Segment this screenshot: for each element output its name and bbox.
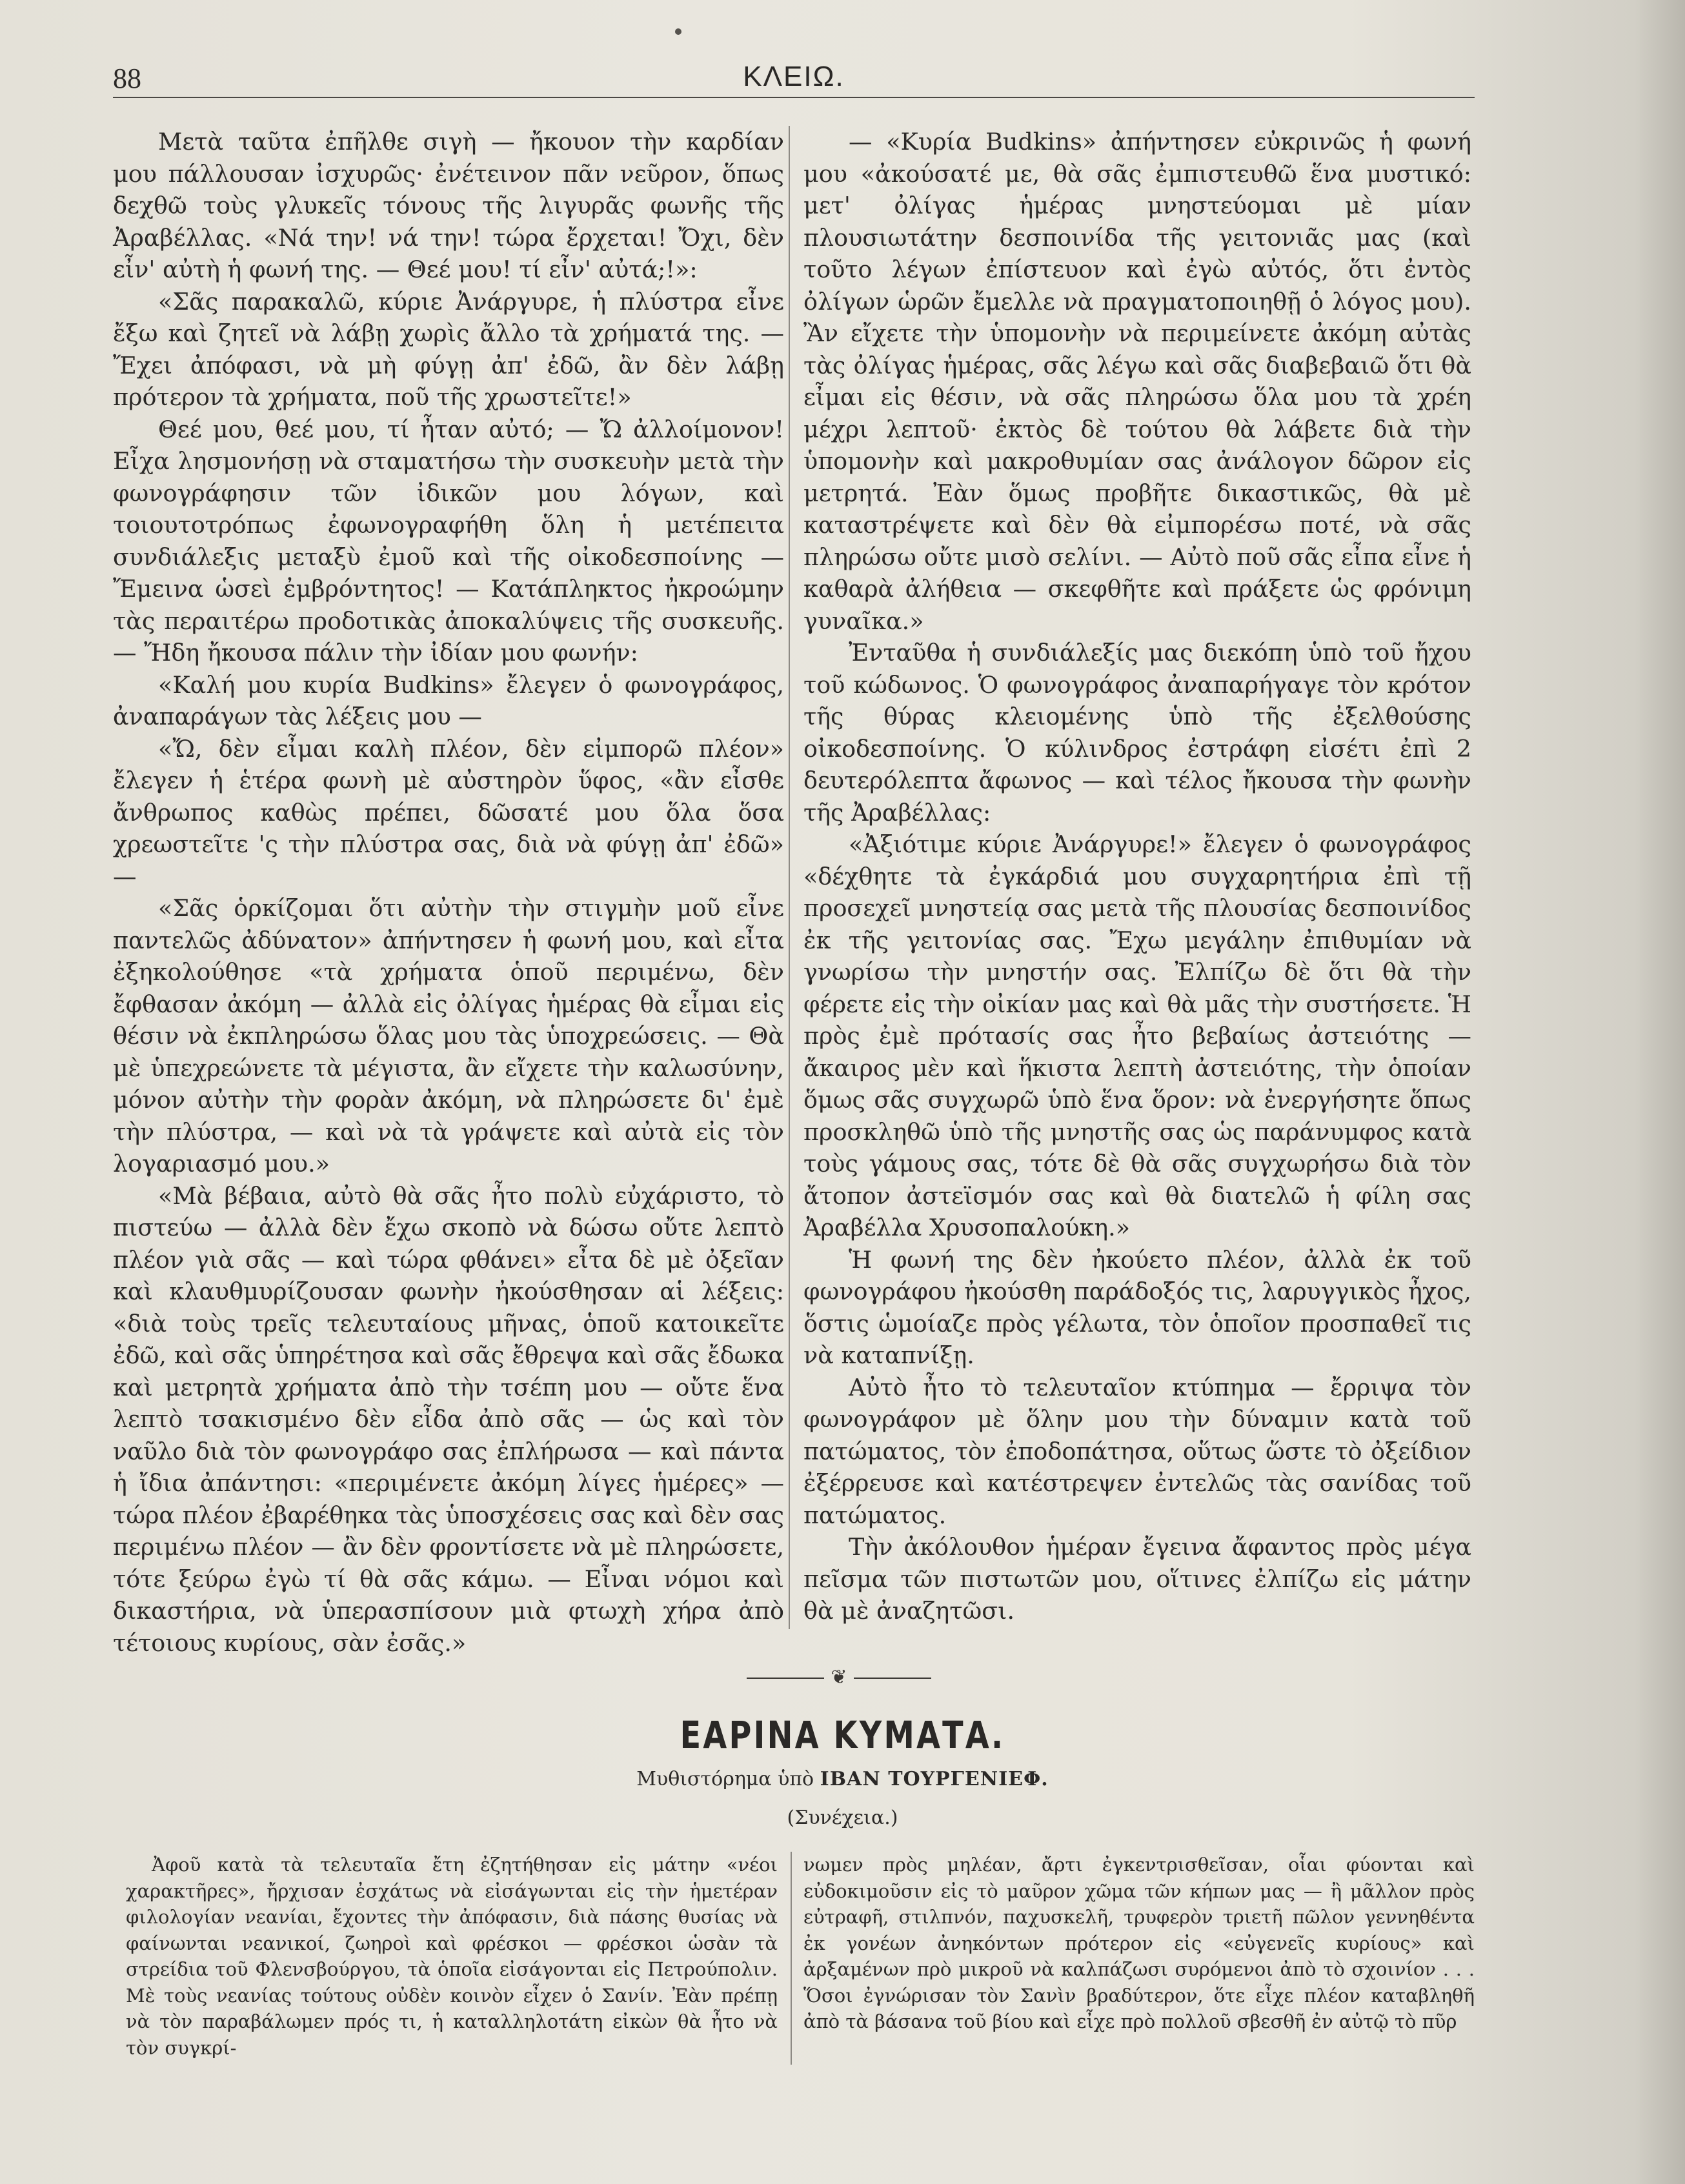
paragraph: «Μὰ βέβαια, αὐτὸ θὰ σᾶς ἦτο πολὺ εὐχάριστο, τὸ πιστεύω — ἀλλὰ δὲν ἔχω σκοπὸ νὰ δώσω οὔτε λεπτὸ πλέον γιὰ σᾶς — καὶ τώρα φθάνει» εἶτα δὲ μὲ ὀξεῖαν καὶ κλαυθμυρίζουσαν φωνὴν ἠκούσθησαν αἱ λέξεις: «διὰ τοὺς τρεῖς τελευταίους μῆνας, ὁποῦ κατοικεῖτε ἐδῶ, καὶ σᾶς ὑπηρέτησα καὶ σᾶς ἔθρεψα καὶ σᾶς ἔδωκα καὶ μετρητὰ χρήματα ἀπὸ τὴν τσέπη μου — οὔτε ἕνα λεπτὸ τσακισμένο δὲν εἶδα ἀπὸ σᾶς — ὡς καὶ τὸν ναῦλο διὰ τὸν φωνογράφο σας ἐπλήρωσα — καὶ πάντα ἡ ἴδια ἀπάντησι: «περιμένετε ἀκόμη λίγες ἡμέρες» — τώρα πλέον ἐβαρέθηκα τὰς ὑποσχέσεις σας καὶ δὲν σας περιμένω πλέον — ἂν δὲν φροντίσετε νὰ μὲ πληρώσετε, τότε ξεύρω ἐγὼ τί θὰ σᾶς κάμω. — Εἶναι νόμοι καὶ δικαστήρια, νὰ ὑπερασπίσουν μιὰ φτωχὴ χήρα ἀπὸ τέτοιους κυρίους, σὰν ἐσᾶς.» xyxy=(113,1181,784,1657)
continued-note: (Συνέχεια.) xyxy=(787,1807,898,1829)
paragraph: «Καλή μου κυρία Budkins» ἔλεγεν ὁ φωνογράφος, ἀναπαράγων τὰς λέξεις μου — xyxy=(113,670,784,730)
paragraph: «Σᾶς παρακαλῶ, κύριε Ἀνάργυρε, ἡ πλύστρα εἶνε ἔξω καὶ ζητεῖ νὰ λάβῃ χωρὶς ἄλλο τὰ χρήματά της. — Ἔχει ἀπόφασι, νὰ μὴ φύγῃ ἀπ' ἐδῶ, ἂν δὲν λάβῃ πρότερον τὰ χρήματα, ποῦ τῆς χρωστεῖτε!» xyxy=(113,287,784,411)
page-edge-shadow xyxy=(1640,0,1685,2184)
header-rule xyxy=(113,97,1475,98)
paragraph: Μετὰ ταῦτα ἐπῆλθε σιγὴ — ἤκουον τὴν καρδίαν μου πάλλουσαν ἰσχυρῶς· ἐνέτεινον πᾶν νεῦρον, ὅπως δεχθῶ τοὺς γλυκεῖς τόνους τῆς λιγυρᾶς φωνῆς τῆς Ἀραβέλλας. «Νά την! νά την! τώρα ἔρχεται! Ὄχι, δὲν εἶν' αὐτὴ ἡ φωνή της. — Θεέ μου! τί εἶν' αὐτά;!»: xyxy=(113,128,784,283)
page-number: 88 xyxy=(113,63,141,94)
column-divider xyxy=(789,126,790,1629)
journal-title: ΚΛΕΙΩ. xyxy=(743,61,845,92)
ornament-flourish-icon: ❦ xyxy=(831,1666,847,1688)
bottom-right-column xyxy=(803,1852,1475,2035)
paragraph: Ἡ φωνή της δὲν ἠκούετο πλέον, ἀλλὰ ἐκ τοῦ φωνογράφου ἠκούσθη παράδοξός τις, λαρυγγικὸς ἦχος, ὅστις ὡμοίαζε πρὸς γέλωτα, τὸν ὁποῖον προσπαθεῖ τις νὰ καταπνίξῃ. xyxy=(803,1245,1471,1369)
paragraph: — «Κυρία Budkins» ἀπήντησεν εὐκρινῶς ἡ φωνή μου «ἀκούσατέ με, θὰ σᾶς ἐμπιστευθῶ ἕνα μυστικό: μετ' ὀλίγας ἡμέρας μνηστεύομαι μὲ μίαν πλουσιωτάτην δεσποινίδα τῆς γειτονιᾶς μας (καὶ τοῦτο λέγων ἐπίστευον καὶ ἐγὼ αὐτός, ὅτι ἐντὸς ὀλίγων ὡρῶν ἔμελλε νὰ πραγματοποιηθῇ ὁ λόγος μου). Ἂν εἴχετε τὴν ὑπομονὴν νὰ περιμείνετε ἀκόμη αὐτὰς τὰς ὀλίγας ἡμέρας, σᾶς λέγω καὶ σᾶς διαβεβαιῶ ὅτι θὰ εἶμαι εἰς θέσιν, νὰ σᾶς πληρώσω ὅλα μου τὰ χρέη μέχρι λεπτοῦ· ἐκτὸς δὲ τούτου θὰ λάβετε διὰ τὴν ὑπομονὴν καὶ μακροθυμίαν σας ἀνάλογον δῶρον εἰς μετρητά. Ἐὰν ὅμως προβῆτε δικαστικῶς, θὰ μὲ καταστρέψετε καὶ δὲν θὰ εἰμπορέσω ποτέ, νὰ σᾶς πληρώσω οὔτε μισὸ σελίνι. — Αὐτὸ ποῦ σᾶς εἶπα εἶνε ἡ καθαρὰ ἀλήθεια — σκεφθῆτε καὶ πράξετε ὡς φρόνιμη γυναῖκα.» xyxy=(803,128,1471,635)
paragraph: «Σᾶς ὁρκίζομαι ὅτι αὐτὴν τὴν στιγμὴν μοῦ εἶνε παντελῶς ἀδύνατον» ἀπήντησεν ἡ φωνή μου, καὶ εἶτα ἐξηκολούθησε «τὰ χρήματα ὁποῦ περιμένω, δὲν ἔφθασαν ἀκόμη — ἀλλὰ εἰς ὀλίγας ἡμέρας θὰ εἶμαι εἰς θέσιν νὰ ἐκπληρώσω ὅλας μου τὰς ὑποχρεώσεις. — Θὰ μὲ ὑπεχρεώνετε τὰ μέγιστα, ἂν εἴχετε τὴν καλωσύνην, μόνον αὐτὴν τὴν φορὰν ἀκόμη, νὰ πληρώσετε δι' ἐμὲ τὴν πλύστρα, — καὶ νὰ τὰ γράψετε καὶ αὐτὰ εἰς τὸν λογαριασμό μου.» xyxy=(113,894,784,1177)
left-column xyxy=(113,126,784,1659)
column-divider xyxy=(791,1852,792,2065)
section-ornament xyxy=(678,1668,1000,1687)
paragraph: Θεέ μου, θεέ μου, τί ἦταν αὐτό; — Ὤ ἀλλοίμονον! Εἶχα λησμονήσῃ νὰ σταματήσω τὴν συσκευὴν μετὰ τὴν φωνογράφησιν τῶν ἰδικῶν μου λόγων, καὶ τοιουτοτρόπως ἐφωνογραφήθη ὅλη ἡ μετέπειτα συνδιάλεξις μεταξὺ ἐμοῦ καὶ τῆς οἰκοδεσποίνης — Ἔμεινα ὡσεὶ ἐμβρόντητος! — Κατάπληκτος ἠκροώμην τὰς περαιτέρω προδοτικὰς ἀποκαλύψεις τῆς συσκευῆς. — Ἤδη ἤκουσα πάλιν τὴν ἰδίαν μου φωνήν: xyxy=(113,415,784,666)
ornament-line xyxy=(747,1678,824,1679)
ornament-line xyxy=(854,1678,931,1679)
subtitle-prefix: Μυθιστόρημα ὑπὸ xyxy=(636,1768,814,1790)
right-column xyxy=(803,126,1471,1627)
paragraph: Ἀφοῦ κατὰ τὰ τελευταῖα ἔτη ἐζητήθησαν εἰς μάτην «νέοι χαρακτῆρες», ἤρχισαν ἐσχάτως νὰ εἰσάγωνται εἰς τὴν ἡμετέραν φιλολογίαν νεανίαι, ἔχοντες τὴν ἀπόφασιν, διὰ πάσης θυσίας νὰ φαίνωνται νεανικοί, ζωηροὶ καὶ φρέσκοι — φρέσκοι ὡσὰν τὰ στρείδια τοῦ Φλενσβούργου, τὰ ὁποῖα εἰσάγονται εἰς Πετρούπολιν. Μὲ τοὺς νεανίας τούτους οὐδὲν κοινὸν εἶχεν ὁ Σανίν. Ἐὰν πρέπῃ νὰ τὸν παραβάλωμεν πρός τι, ἡ καταλληλοτάτη εἰκὼν θὰ ἦτο νὰ τὸν συγκρί- xyxy=(126,1854,778,2059)
bottom-left-column xyxy=(126,1852,778,2061)
section-title: ΕΑΡΙΝΑ ΚΥΜΑΤΑ. xyxy=(680,1713,1005,1757)
paragraph: «Ὤ, δὲν εἶμαι καλὴ πλέον, δὲν εἰμπορῶ πλέον» ἔλεγεν ἡ ἑτέρα φωνὴ μὲ αὐστηρὸν ὕφος, «ἂν εἶσθε ἄνθρωπος καθὼς πρέπει, δῶσατέ μου ὅλα ὅσα χρεωστεῖτε 'ς τὴν πλύστρα σας, διὰ νὰ φύγῃ ἀπ' ἐδῶ» — xyxy=(113,734,784,890)
paragraph: Αὐτὸ ἦτο τὸ τελευταῖον κτύπημα — ἔρριψα τὸν φωνογράφον μὲ ὅλην μου τὴν δύναμιν κατὰ τοῦ πατώματος, τὸν ἐποδοπάτησα, οὕτως ὥστε τὸ ὀξείδιον ἐξέρρευσε καὶ κατέστρεψεν ἐντελῶς τὰς σανίδας τοῦ πατώματος. xyxy=(803,1373,1471,1529)
section-subtitle xyxy=(0,1768,1685,1790)
paragraph: «Ἀξιότιμε κύριε Ἀνάργυρε!» ἔλεγεν ὁ φωνογράφος «δέχθητε τὰ ἐγκάρδιά μου συγχαρητήρια ἐπὶ τῇ προσεχεῖ μνηστείᾳ σας μετὰ τῆς πλουσίας δεσποινίδος ἐκ τῆς γειτονίας σας. Ἔχω μεγάλην ἐπιθυμίαν νὰ γνωρίσω τὴν μνηστήν σας. Ἐλπίζω δὲ ὅτι θὰ τὴν φέρετε εἰς τὴν οἰκίαν μας καὶ θὰ μᾶς τὴν συστήσετε. Ἡ πρὸς ἐμὲ πρότασίς σας ἦτο βεβαίως ἀστειότης — ἄκαιρος μὲν καὶ ἥκιστα λεπτὴ ἀστειότης, τὴν ὁποίαν ὅμως σᾶς συγχωρῶ ὑπὸ ἕνα ὅρον: νὰ ἐνεργήσητε ὅπως προσκληθῶ ὑπὸ τῆς μνηστῆς σας ὡς παράνυμφος κατὰ τοὺς γάμους σας, τότε δὲ θὰ σᾶς συγχωρήσω διὰ τὸν ἄτοπον ἀστεϊσμόν σας καὶ θὰ διατελῶ ἡ φίλη σας Ἀραβέλλα Χρυσοπαλούκη.» xyxy=(803,830,1471,1241)
paragraph: Τὴν ἀκόλουθον ἡμέραν ἔγεινα ἄφαντος πρὸς μέγα πεῖσμα τῶν πιστωτῶν μου, οἵτινες ἐλπίζω εἰς μάτην θὰ μὲ ἀναζητῶσι. xyxy=(803,1533,1471,1625)
paragraph: νωμεν πρὸς μηλέαν, ἄρτι ἐγκεντρισθεῖσαν, οἷαι φύονται καὶ εὐδοκιμοῦσιν εἰς τὸ μαῦρον χῶμα τῶν κήπων μας — ἢ μᾶλλον πρὸς εὐτραφῆ, στιλπνόν, παχυσκελῆ, τρυφερὸν τριετῆ πῶλον γεννηθέντα ἐκ γονέων ἀνηκόντων πρότερον εἰς «εὐγενεῖς κυρίους» καὶ ἀρξαμένων πρὸ μικροῦ νὰ καλπάζωσι συρόμενοι ἀπὸ τὸ σχοινίον . . . Ὅσοι ἐγνώρισαν τὸν Σανὶν βραδύτερον, ὅτε εἶχε πλέον καταβληθῆ ἀπὸ τὰ βάσανα τοῦ βίου καὶ εἶχε πρὸ πολλοῦ σβεσθῆ ἐν αὐτῷ τὸ πῦρ xyxy=(803,1854,1475,2032)
print-speck xyxy=(675,28,681,35)
paragraph: Ἐνταῦθα ἡ συνδιάλεξίς μας διεκόπη ὑπὸ τοῦ ἤχου τοῦ κώδωνος. Ὁ φωνογράφος ἀναπαρήγαγε τὸν κρότον τῆς θύρας κλειομένης ὑπὸ τῆς ἐξελθούσης οἰκοδεσποίνης. Ὁ κύλινδρος ἐστράφη εἰσέτι ἐπὶ 2 δευτερόλεπτα ἄφωνος — καὶ τέλος ἤκουσα τὴν φωνὴν τῆς Ἀραβέλλας: xyxy=(803,639,1471,827)
author-name: ΙΒΑΝ ΤΟΥΡΓΕΝΙΕΦ. xyxy=(820,1768,1049,1790)
